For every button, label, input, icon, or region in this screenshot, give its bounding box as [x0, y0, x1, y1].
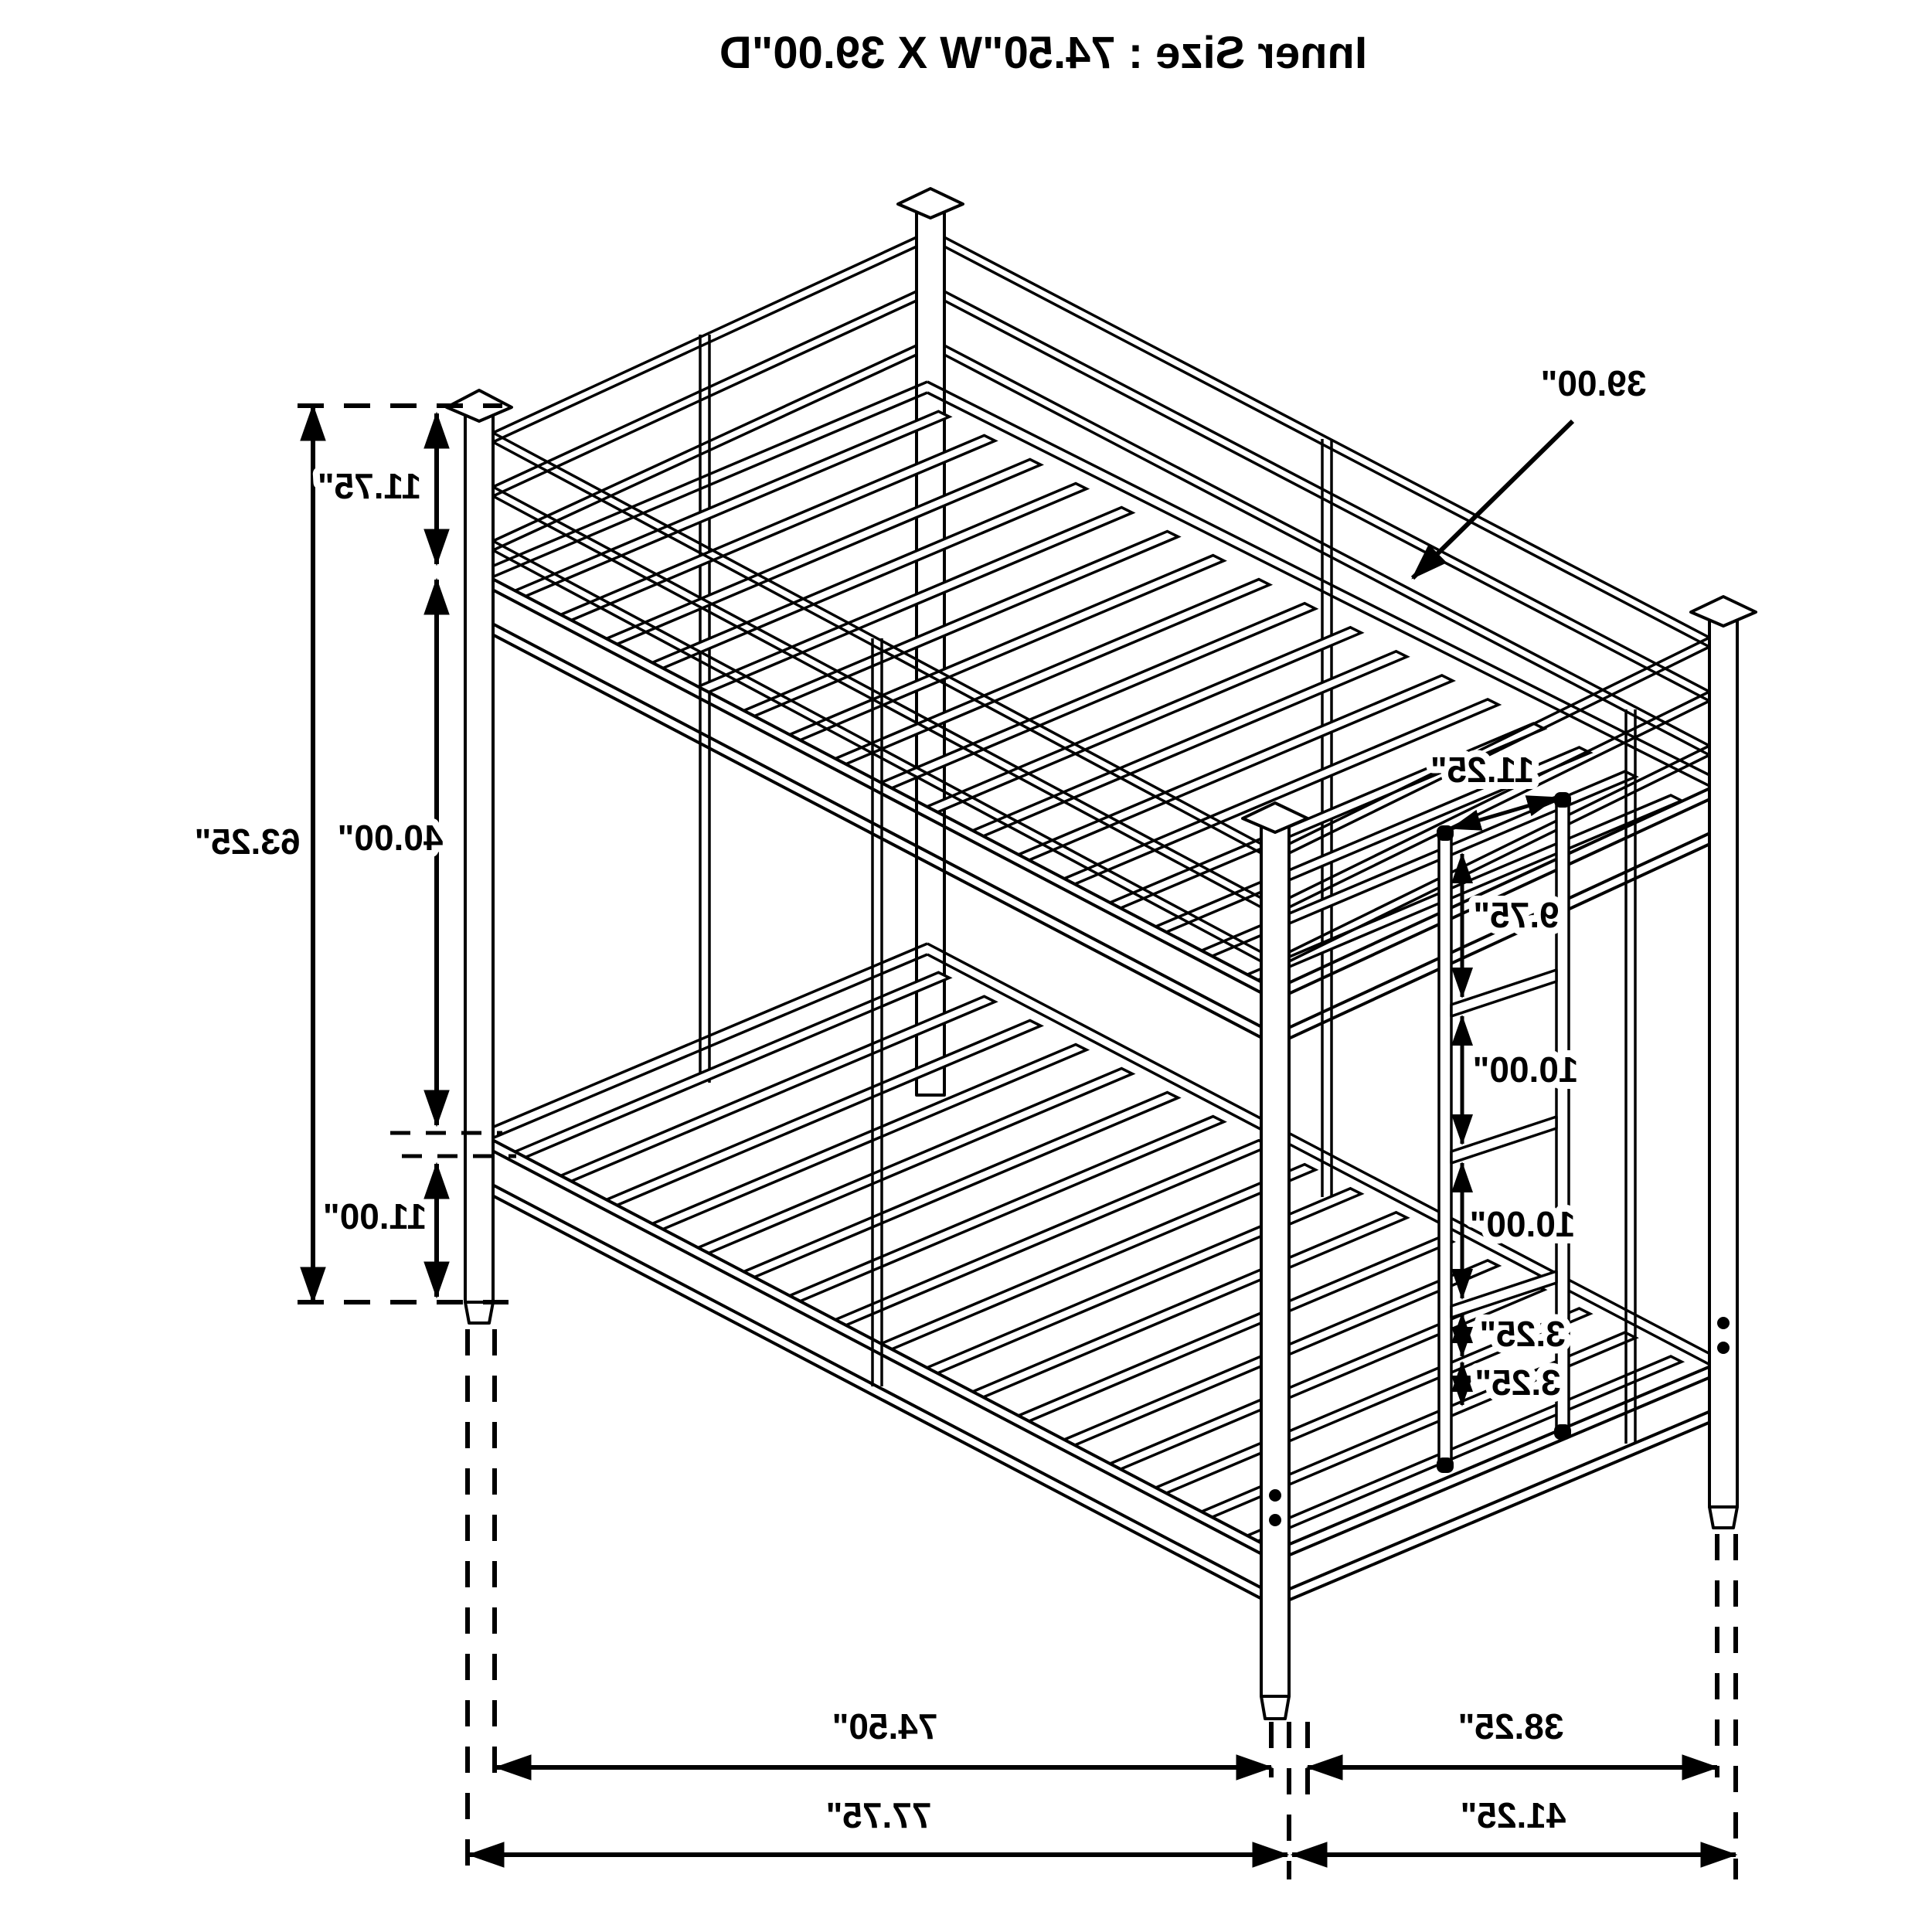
page-title: Inner Size : 74.50"W X 39.00"D	[719, 28, 1368, 78]
dim-label-inner-width: 74.50"	[832, 1706, 938, 1747]
bunk-bed-drawing	[447, 189, 1756, 1719]
dim-label-inner-depth: 38.25"	[1458, 1706, 1564, 1747]
dim-label-overall-height: 63.25"	[194, 821, 301, 862]
dimension-annotations	[298, 406, 1736, 1879]
dim-label-ladder-rung-gap-2: 10.00"	[1469, 1204, 1576, 1244]
dim-label-ladder-top-gap: 9.75"	[1473, 895, 1560, 935]
dim-label-lower-bunk-height: 11.00"	[322, 1196, 427, 1236]
dim-label-guard-rail-height: 11.75"	[317, 466, 422, 506]
dim-label-slat-depth: 39.00"	[1540, 363, 1647, 403]
dim-label-ladder-width: 11.25"	[1430, 750, 1535, 790]
left-post	[447, 390, 512, 1323]
dim-label-ladder-rung-gap-1: 10.00"	[1472, 1049, 1579, 1090]
dim-label-outer-width: 77.75"	[825, 1795, 932, 1835]
right-post	[1691, 597, 1756, 1528]
extension-lines-left-post	[468, 1329, 495, 1879]
extension-lines-right-post	[1717, 1534, 1736, 1879]
dim-label-outer-depth: 41.25"	[1460, 1795, 1566, 1835]
dim-label-bunk-spacing: 40.00"	[337, 818, 444, 858]
dim-label-ladder-bottom-gap-2: 3.25"	[1475, 1362, 1561, 1403]
guard-rails-back-left	[493, 237, 917, 550]
dim-label-ladder-bottom-gap-1: 3.25"	[1479, 1314, 1566, 1354]
